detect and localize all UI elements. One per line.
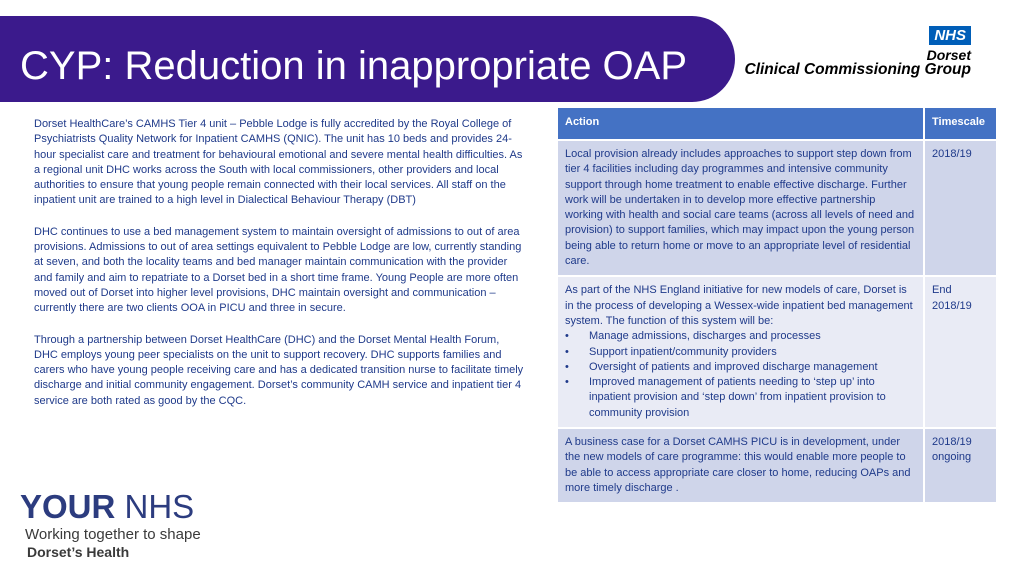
action-text: As part of the NHS England initiative for new models of care, Dorset is in the process of developing a Wessex-wide inpatient bed management system. The function of this system will be:	[565, 284, 913, 327]
logo-tagline-2: Dorset’s Health	[27, 544, 130, 560]
timescale-text: 2018/19	[932, 436, 972, 449]
column-header-action: Action	[558, 108, 924, 140]
table-row	[558, 140, 997, 276]
logo-ccg-text: Clinical Commissioning Group	[744, 61, 971, 78]
table-header-row	[558, 108, 997, 140]
list-item: • Oversight of patients and improved discharge management	[565, 360, 916, 375]
timescale-cell	[924, 140, 997, 276]
nhs-dorset-ccg-logo	[744, 22, 1000, 80]
nhs-word: NHS	[124, 488, 195, 525]
action-cell	[558, 276, 924, 428]
slide-title: CYP: Reduction in inappropriate OAP	[20, 44, 688, 88]
title-bar	[0, 16, 735, 102]
timescale-cell	[924, 428, 997, 503]
nhs-badge: NHS	[929, 26, 971, 45]
timescale-text: End	[932, 284, 952, 297]
list-item: • Support inpatient/community providers	[565, 345, 916, 360]
your-nhs-logo	[18, 487, 278, 567]
timescale-text: 2018/19	[932, 148, 972, 160]
action-cell: A business case for a Dorset CAMHS PICU is in development, under the new models of care programme: this would enable more people to be able to access appropriate care closer to home, reducing OAPs and more timely discharge .	[558, 428, 924, 503]
action-table	[558, 108, 998, 504]
logo-dorset-text: Dorset	[926, 47, 971, 63]
your-nhs-wordmark	[20, 487, 194, 527]
timescale-text: ongoing	[932, 451, 972, 464]
body-text	[34, 117, 524, 425]
column-header-timescale: Timescale	[924, 108, 997, 140]
logo-tagline: Working together to shape	[25, 526, 201, 543]
paragraph: Through a partnership between Dorset HealthCare (DHC) and the Dorset Mental Health Forum, DHC employs young peer specialists on the unit to support recovery. DHC supports families and carers who have young people receiving care and has a dedicated transition nurse to facilitate timely discharge and initial community engagement. Dorset’s community CAMH service and inpatient tier 4 service are both rated as good by the CQC.	[34, 333, 524, 407]
paragraph: DHC continues to use a bed management system to maintain oversight of admissions to out of area provisions. Admissions to out of area settings equivalent to Pebble Lodge are low, currently standing at seven, and both the locality teams and bed manager maintain communication with the provider and family and aim to repatriate to a Dorset bed in a short time frame. Young People are more often moved out of Dorset into higher level provisions, DHC maintain oversight and communication – currently there are two clients OOA in PICU and three in secure.	[34, 225, 522, 315]
bullet-list	[565, 329, 916, 421]
paragraph: Dorset HealthCare’s CAMHS Tier 4 unit – Pebble Lodge is fully accredited by the Royal College of Psychiatrists Quality Network for Inpatient CAMHS (QNIC). The unit has 10 beds and provides 24-hour specialist care and treatment for behavioural emotional and severe mental health difficulties. As a regional unit DHC works across the South with local commissioners, other providers and local authorities to ensure that young people remain connected with their local services. All staff on the inpatient unit are trained to a high level in Dialectical Behaviour Therapy (DBT)	[34, 118, 523, 207]
your-word: YOUR	[20, 488, 116, 525]
timescale-cell	[924, 276, 997, 428]
list-item: • Improved management of patients needing to ‘step up’ into inpatient provision and ‘step down’ from inpatient provision to community provision	[565, 375, 916, 421]
list-item: • Manage admissions, discharges and processes	[565, 329, 916, 344]
table-row	[558, 428, 997, 503]
action-cell: Local provision already includes approaches to support step down from tier 4 facilities including day programmes and intensive community support through home treatment to enable effective discharge. Further work will be undertaken in to develop more effective partnership working with health and social care teams (across all levels of need and provision) to support families, which may impact upon the young person being able to return home or move to an appropriate level of residential care.	[558, 140, 924, 276]
timescale-text: 2018/19	[932, 299, 972, 312]
table-row	[558, 276, 997, 428]
